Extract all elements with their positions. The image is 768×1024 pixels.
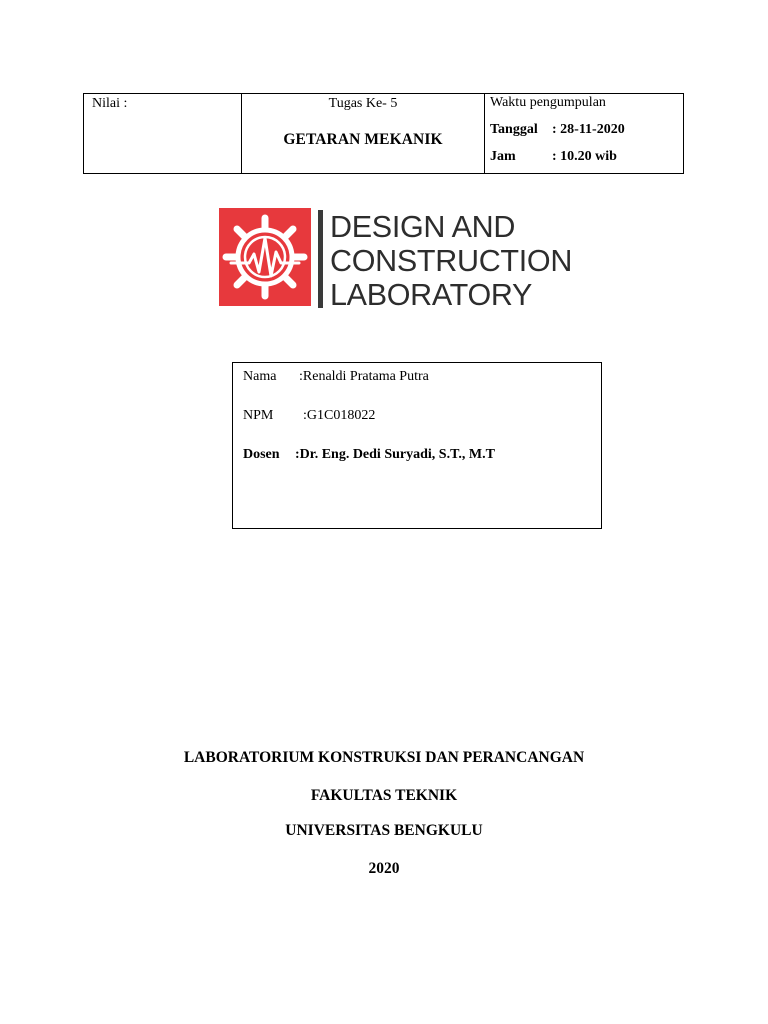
lab-logo <box>219 208 573 312</box>
student-identity-box <box>232 362 602 529</box>
date-value: : 28-11-2020 <box>552 122 625 137</box>
assignment-title: GETARAN MEKANIK <box>283 131 443 148</box>
npm-value: :G1C018022 <box>303 408 376 423</box>
assignment-number: Tugas Ke- 5 <box>328 96 398 111</box>
logo-text-line-2: CONSTRUCTION <box>330 244 573 278</box>
year: 2020 <box>368 860 400 877</box>
submission-date-row <box>490 122 625 138</box>
name-label: Nama <box>243 369 277 384</box>
npm-label: NPM <box>243 408 274 423</box>
name-value: :Renaldi Pratama Putra <box>299 369 429 384</box>
assignment-header-table <box>83 93 684 174</box>
lecturer-label: Dosen <box>243 447 280 462</box>
faculty-name: FAKULTAS TEKNIK <box>310 787 458 804</box>
hour-value: : 10.20 wib <box>552 149 617 164</box>
logo-divider <box>318 210 323 308</box>
logo-text-line-1: DESIGN AND <box>330 210 516 244</box>
name-row <box>243 369 429 385</box>
laboratory-name: LABORATORIUM KONSTRUKSI DAN PERANCANGAN <box>183 749 585 766</box>
hour-label: Jam <box>490 149 516 164</box>
assignment-cell <box>242 94 485 173</box>
logo-text-line-3: LABORATORY <box>330 278 533 312</box>
nilai-cell <box>84 94 242 173</box>
lecturer-value: :Dr. Eng. Dedi Suryadi, S.T., M.T <box>295 447 495 462</box>
submission-time-label: Waktu pengumpulan <box>490 95 606 110</box>
gear-heartbeat-icon <box>219 208 311 306</box>
nilai-label: Nilai : <box>92 96 128 111</box>
submission-hour-row <box>490 149 617 165</box>
university-name: UNIVERSITAS BENGKULU <box>285 822 483 839</box>
submission-time-cell <box>485 94 683 173</box>
lecturer-row <box>243 447 495 463</box>
date-label: Tanggal <box>490 122 538 137</box>
npm-row <box>243 408 375 424</box>
